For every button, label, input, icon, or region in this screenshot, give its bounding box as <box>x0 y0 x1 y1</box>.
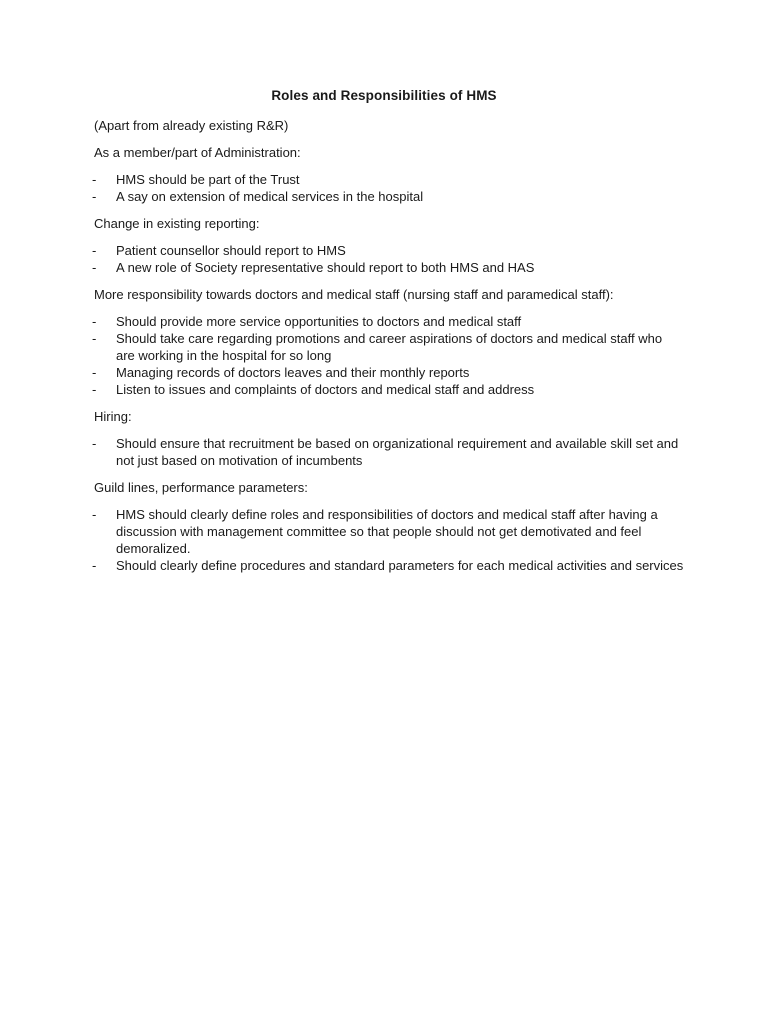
bullet-dash: - <box>92 382 97 397</box>
list-item <box>94 313 684 330</box>
list-item-text: HMS should clearly define roles and responsibilities of doctors and medical staff after having a discussion with management committee so that people should not get demotivated and feel demoralized. <box>116 507 658 556</box>
list-item <box>94 506 684 557</box>
list-item-text: Listen to issues and complaints of doctors and medical staff and address <box>116 382 535 397</box>
list-item-text: Should ensure that recruitment be based on organizational requirement and available skill set and not just based on motivation of incumbents <box>116 436 679 468</box>
intro-text: (Apart from already existing R&R) <box>94 118 289 133</box>
list-item <box>94 381 684 398</box>
bullet-dash: - <box>92 243 97 258</box>
list-item <box>94 188 684 205</box>
section-heading-responsibility: More responsibility towards doctors and medical staff (nursing staff and paramedical staff): <box>94 287 614 302</box>
section-list-responsibility <box>94 313 684 398</box>
section-heading-reporting: Change in existing reporting: <box>94 216 260 231</box>
bullet-dash: - <box>92 558 97 573</box>
list-item <box>94 259 684 276</box>
document-body <box>94 117 684 584</box>
section-list-reporting <box>94 242 684 276</box>
list-item <box>94 171 684 188</box>
list-item <box>94 242 684 259</box>
list-item-text: Should provide more service opportunities to doctors and medical staff <box>116 314 522 329</box>
list-item <box>94 364 684 381</box>
list-item-text: Patient counsellor should report to HMS <box>116 243 346 258</box>
list-item-text: Should clearly define procedures and standard parameters for each medical activities and services <box>116 558 684 573</box>
document-title: Roles and Responsibilities of HMS <box>271 88 497 103</box>
bullet-dash: - <box>92 260 97 275</box>
list-item <box>94 330 684 364</box>
bullet-dash: - <box>92 436 97 451</box>
bullet-dash: - <box>92 172 97 187</box>
list-item <box>94 557 684 574</box>
section-heading-guidelines: Guild lines, performance parameters: <box>94 480 308 495</box>
bullet-dash: - <box>92 507 97 522</box>
list-item-text: A say on extension of medical services in the hospital <box>116 189 424 204</box>
list-item <box>94 435 684 469</box>
bullet-dash: - <box>92 365 97 380</box>
section-heading-administration: As a member/part of Administration: <box>94 145 301 160</box>
section-heading-hiring: Hiring: <box>94 409 132 424</box>
section-list-hiring <box>94 435 684 469</box>
bullet-dash: - <box>92 331 97 346</box>
list-item-text: Should take care regarding promotions and career aspirations of doctors and medical staff who are working in the hospital for so long <box>116 331 663 363</box>
section-list-administration <box>94 171 684 205</box>
bullet-dash: - <box>92 189 97 204</box>
bullet-dash: - <box>92 314 97 329</box>
list-item-text: Managing records of doctors leaves and their monthly reports <box>116 365 470 380</box>
section-list-guidelines <box>94 506 684 574</box>
list-item-text: A new role of Society representative should report to both HMS and HAS <box>116 260 535 275</box>
list-item-text: HMS should be part of the Trust <box>116 172 300 187</box>
